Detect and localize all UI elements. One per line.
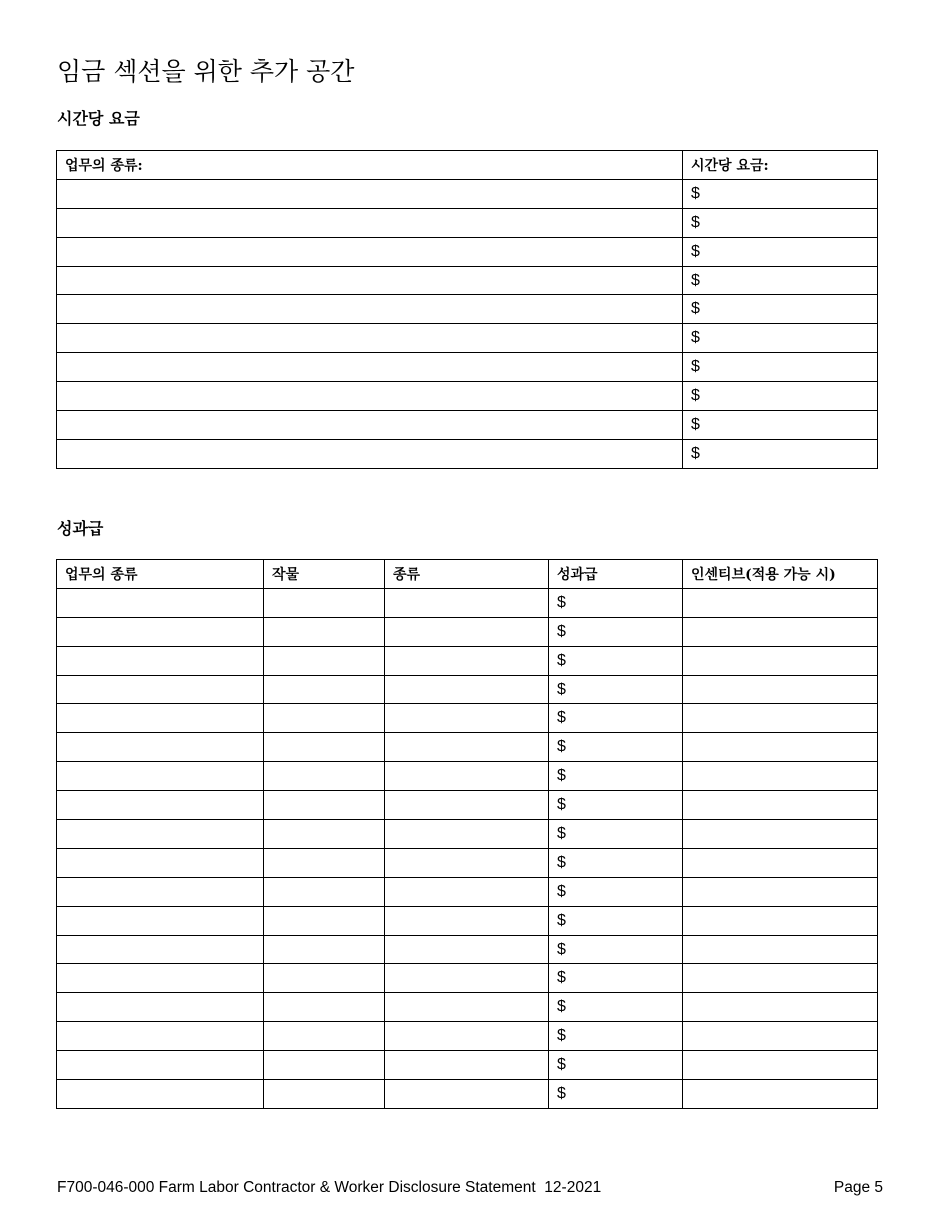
table-row: [57, 179, 878, 208]
column-header-work-type: 업무의 종류: [57, 560, 264, 589]
piece-rate-cell[interactable]: $: [549, 675, 683, 704]
work-type-cell[interactable]: [57, 646, 264, 675]
table-row: [57, 877, 878, 906]
variety-cell[interactable]: [385, 877, 549, 906]
table-header-row: [57, 151, 878, 180]
crop-cell[interactable]: [264, 1051, 385, 1080]
table-header-row: [57, 560, 878, 589]
column-header-hourly-rate: 시간당 요금:: [683, 151, 878, 180]
variety-cell[interactable]: [385, 820, 549, 849]
incentive-cell[interactable]: [683, 906, 878, 935]
table-row: [57, 675, 878, 704]
work-type-cell[interactable]: [57, 733, 264, 762]
hourly-rate-cell[interactable]: $: [683, 353, 878, 382]
table-row: [57, 820, 878, 849]
work-type-cell[interactable]: [57, 877, 264, 906]
piece-rate-cell[interactable]: $: [549, 877, 683, 906]
table-row: [57, 1080, 878, 1109]
hourly-rate-cell[interactable]: $: [683, 411, 878, 440]
work-type-cell[interactable]: [57, 295, 683, 324]
work-type-cell[interactable]: [57, 675, 264, 704]
crop-cell[interactable]: [264, 617, 385, 646]
piece-rate-cell[interactable]: $: [549, 588, 683, 617]
table-row: [57, 439, 878, 468]
variety-cell[interactable]: [385, 993, 549, 1022]
variety-cell[interactable]: [385, 733, 549, 762]
crop-cell[interactable]: [264, 675, 385, 704]
piece-rate-cell[interactable]: $: [549, 704, 683, 733]
table-row: [57, 208, 878, 237]
incentive-cell[interactable]: [683, 733, 878, 762]
incentive-cell[interactable]: [683, 646, 878, 675]
crop-cell[interactable]: [264, 733, 385, 762]
footer-form-info: F700-046-000 Farm Labor Contractor & Worker Disclosure Statement 12-2021: [57, 1179, 602, 1196]
table-row: [57, 353, 878, 382]
work-type-cell[interactable]: [57, 1051, 264, 1080]
table-row: [57, 588, 878, 617]
column-header-variety: 종류: [385, 560, 549, 589]
table-row: [57, 411, 878, 440]
piece-rate-table: [56, 559, 878, 1109]
work-type-cell[interactable]: [57, 820, 264, 849]
work-type-cell[interactable]: [57, 237, 683, 266]
table-row: [57, 266, 878, 295]
hourly-rate-cell[interactable]: $: [683, 237, 878, 266]
crop-cell[interactable]: [264, 1022, 385, 1051]
variety-cell[interactable]: [385, 646, 549, 675]
hourly-rate-cell[interactable]: $: [683, 382, 878, 411]
piece-rate-cell[interactable]: $: [549, 906, 683, 935]
piece-rate-cell[interactable]: $: [549, 791, 683, 820]
crop-cell[interactable]: [264, 820, 385, 849]
variety-cell[interactable]: [385, 762, 549, 791]
incentive-cell[interactable]: [683, 877, 878, 906]
table-row: [57, 382, 878, 411]
footer-page-number: Page 5: [833, 1179, 883, 1196]
hourly-rate-cell[interactable]: $: [683, 324, 878, 353]
table-row: [57, 733, 878, 762]
table-row: [57, 762, 878, 791]
hourly-rate-table: [56, 150, 878, 469]
crop-cell[interactable]: [264, 848, 385, 877]
hourly-rate-cell[interactable]: $: [683, 266, 878, 295]
piece-rate-cell[interactable]: $: [549, 993, 683, 1022]
table-row: [57, 704, 878, 733]
table-row: [57, 964, 878, 993]
work-type-cell[interactable]: [57, 1080, 264, 1109]
piece-rate-cell[interactable]: $: [549, 646, 683, 675]
work-type-cell[interactable]: [57, 762, 264, 791]
table-row: [57, 324, 878, 353]
table-row: [57, 1022, 878, 1051]
page-title: 임금 섹션을 위한 추가 공간: [57, 57, 355, 86]
work-type-cell[interactable]: [57, 208, 683, 237]
incentive-cell[interactable]: [683, 935, 878, 964]
variety-cell[interactable]: [385, 848, 549, 877]
work-type-cell[interactable]: [57, 906, 264, 935]
incentive-cell[interactable]: [683, 704, 878, 733]
variety-cell[interactable]: [385, 906, 549, 935]
work-type-cell[interactable]: [57, 353, 683, 382]
piece-rate-cell[interactable]: $: [549, 1022, 683, 1051]
work-type-cell[interactable]: [57, 439, 683, 468]
piece-rate-cell[interactable]: $: [549, 964, 683, 993]
table-row: [57, 1051, 878, 1080]
crop-cell[interactable]: [264, 906, 385, 935]
crop-cell[interactable]: [264, 993, 385, 1022]
incentive-cell[interactable]: [683, 762, 878, 791]
work-type-cell[interactable]: [57, 411, 683, 440]
work-type-cell[interactable]: [57, 964, 264, 993]
table-row: [57, 617, 878, 646]
crop-cell[interactable]: [264, 935, 385, 964]
crop-cell[interactable]: [264, 791, 385, 820]
column-header-piece-rate: 성과급: [549, 560, 683, 589]
incentive-cell[interactable]: [683, 675, 878, 704]
crop-cell[interactable]: [264, 1080, 385, 1109]
work-type-cell[interactable]: [57, 1022, 264, 1051]
crop-cell[interactable]: [264, 877, 385, 906]
crop-cell[interactable]: [264, 762, 385, 791]
crop-cell[interactable]: [264, 964, 385, 993]
incentive-cell[interactable]: [683, 964, 878, 993]
column-header-incentive: 인센티브(적용 가능 시): [683, 560, 878, 589]
work-type-cell[interactable]: [57, 179, 683, 208]
work-type-cell[interactable]: [57, 382, 683, 411]
variety-cell[interactable]: [385, 791, 549, 820]
work-type-cell[interactable]: [57, 704, 264, 733]
work-type-cell[interactable]: [57, 588, 264, 617]
incentive-cell[interactable]: [683, 820, 878, 849]
incentive-cell[interactable]: [683, 848, 878, 877]
work-type-cell[interactable]: [57, 935, 264, 964]
piece-rate-cell[interactable]: $: [549, 935, 683, 964]
crop-cell[interactable]: [264, 704, 385, 733]
crop-cell[interactable]: [264, 588, 385, 617]
crop-cell[interactable]: [264, 646, 385, 675]
column-header-work-type: 업무의 종류:: [57, 151, 683, 180]
piece-rate-cell[interactable]: $: [549, 1080, 683, 1109]
table-row: [57, 646, 878, 675]
incentive-cell[interactable]: [683, 1051, 878, 1080]
work-type-cell[interactable]: [57, 791, 264, 820]
work-type-cell[interactable]: [57, 266, 683, 295]
variety-cell[interactable]: [385, 1022, 549, 1051]
table-row: [57, 848, 878, 877]
variety-cell[interactable]: [385, 1080, 549, 1109]
incentive-cell[interactable]: [683, 617, 878, 646]
piece-rate-cell[interactable]: $: [549, 1051, 683, 1080]
variety-cell[interactable]: [385, 964, 549, 993]
piece-rate-cell[interactable]: $: [549, 848, 683, 877]
hourly-rate-cell[interactable]: $: [683, 208, 878, 237]
incentive-cell[interactable]: [683, 791, 878, 820]
table-row: [57, 791, 878, 820]
hourly-rate-cell[interactable]: $: [683, 439, 878, 468]
incentive-cell[interactable]: [683, 1080, 878, 1109]
variety-cell[interactable]: [385, 675, 549, 704]
variety-cell[interactable]: [385, 1051, 549, 1080]
hourly-rate-heading: 시간당 요금: [57, 109, 140, 128]
hourly-rate-cell[interactable]: $: [683, 179, 878, 208]
variety-cell[interactable]: [385, 935, 549, 964]
work-type-cell[interactable]: [57, 617, 264, 646]
column-header-crop: 작물: [264, 560, 385, 589]
hourly-rate-cell[interactable]: $: [683, 295, 878, 324]
table-row: [57, 906, 878, 935]
table-row: [57, 935, 878, 964]
incentive-cell[interactable]: [683, 588, 878, 617]
table-row: [57, 295, 878, 324]
work-type-cell[interactable]: [57, 324, 683, 353]
table-row: [57, 237, 878, 266]
incentive-cell[interactable]: [683, 1022, 878, 1051]
piece-rate-cell[interactable]: $: [549, 820, 683, 849]
variety-cell[interactable]: [385, 588, 549, 617]
variety-cell[interactable]: [385, 704, 549, 733]
variety-cell[interactable]: [385, 617, 549, 646]
piece-rate-cell[interactable]: $: [549, 762, 683, 791]
piece-rate-cell[interactable]: $: [549, 617, 683, 646]
incentive-cell[interactable]: [683, 993, 878, 1022]
table-row: [57, 993, 878, 1022]
piece-rate-heading: 성과급: [57, 519, 104, 538]
work-type-cell[interactable]: [57, 993, 264, 1022]
piece-rate-cell[interactable]: $: [549, 733, 683, 762]
work-type-cell[interactable]: [57, 848, 264, 877]
